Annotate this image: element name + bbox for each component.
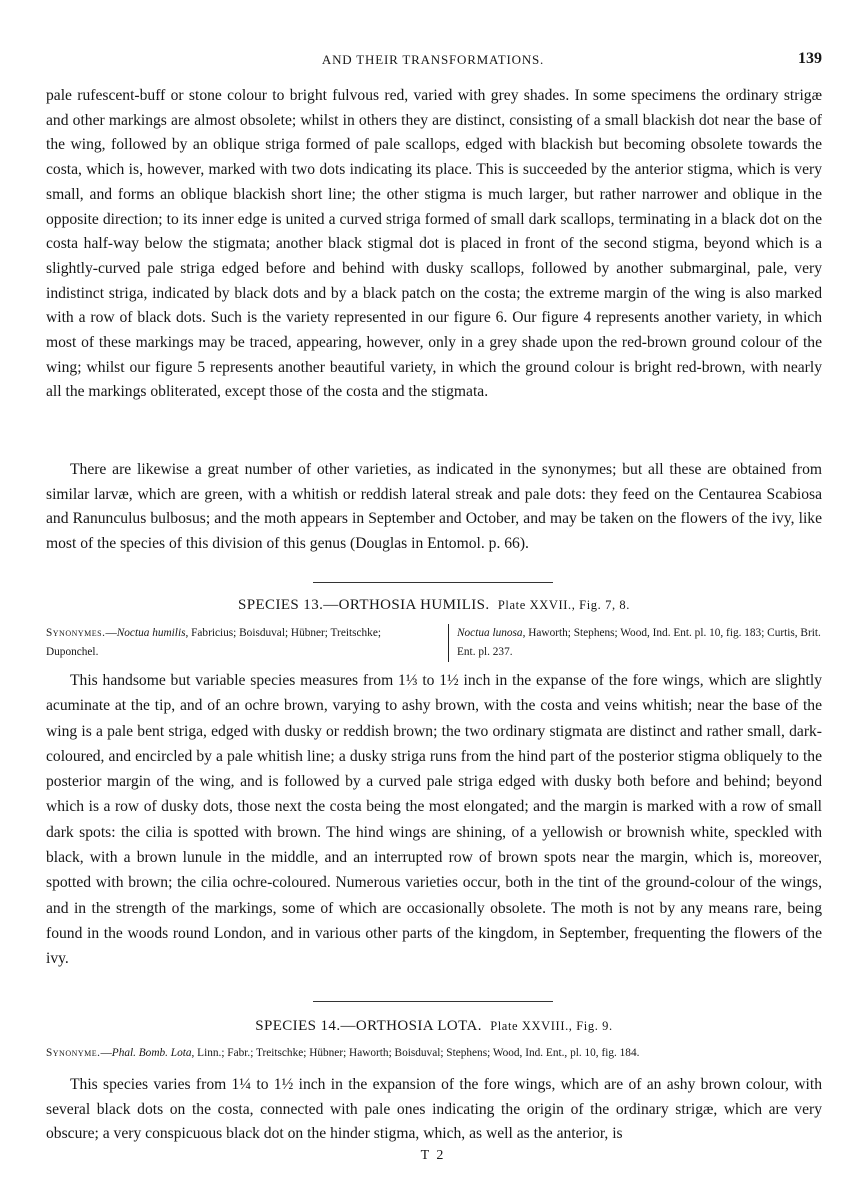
running-title: AND THEIR TRANSFORMATIONS.: [321, 52, 545, 67]
synonym-authors: , Linn.; Fabr.; Treitschke; Hübner; Haworth; Boisduval; Stephens; Wood, Ind. Ent., pl. 10, fig. 184.: [191, 1047, 640, 1059]
synonymes-label: Synonymes.: [46, 627, 106, 639]
species-14-plate-ref: Plate XXVIII., Fig. 9.: [490, 1019, 613, 1033]
species-13-description: This handsome but variable species measures from 1⅓ to 1½ inch in the expanse of the fore wings, which are slightly acuminate at the tip, and of an ochre brown, varying to ashy brown, with the costa and veins whitish; near the base of the wing is a pale bent striga, edged with dusky or reddish brown; the two ordinary stigmata are distinct and rather small, dark-coloured, and encircled by a pale whitish line; a dusky striga runs from the hind part of the posterior stigma obliquely to the posterior margin of the wing, and is followed by a curved pale striga edged with dusky both before and behind; beyond which is a row of dusky dots, those next the costa being the most elongated; and the margin is marked with a row of small dark spots: the cilia is spotted with brown. The hind wings are shining, of a yellowish or brownish white, speckled with black, with a brown lunule in the middle, and an interrupted row of brown spots near the margin, which is, moreover, spotted with brown; the cilia ochre-coloured. Numerous varieties occur, both in the tint of the ground-colour of the wings, and in the strength of the markings, some of which are occasionally obsolete. The moth is not by any means rare, being found in the woods round London, and in various other parts of the kingdom, in September, frequenting the flowers of the ivy.: [46, 672, 822, 968]
species-13-title: SPECIES 13.—ORTHOSIA HUMILIS.: [238, 597, 490, 613]
species-13-heading: [46, 597, 822, 614]
page-number: 139: [798, 50, 822, 67]
continuation-paragraph: pale rufescent-buff or stone colour to bright fulvous red, varied with grey shades. In some specimens the ordinary strigæ and other markings are almost obsolete; whilst in others they are distinct, consisting of a small blackish dot near the base of the wing, followed by an oblique striga formed of pale scallops, edged with blackish but becoming obsolete towards the costa, which is, however, marked with two dots indicating its place. This is succeeded by the anterior stigma, which is very small, and forms an oblique blackish short line; the other stigma is much larger, but rather narrower and oblique in the opposite direction; to its inner edge is united a curved striga formed of small dark scallops, terminating in a black dot on the costa half-way below the stigmata; another black stigmal dot is placed in front of the second stigma, beyond which is a slightly-curved pale striga edged before and behind with dusky scallops, followed by another submarginal, pale, very indistinct striga, indicated by black dots and by a black patch on the costa; the extreme margin of the wing is also marked with a row of black dots. Such is the variety represented in our figure 6. Our figure 4 represents another variety, in which most of these markings may be traced, appearing, however, only in a grey shade upon the red-brown ground colour of the wing; whilst our figure 5 represents another beautiful variety, in which the ground colour is bright red-brown, with nearly all the markings obliterated, except those of the costa and the stigmata.: [46, 87, 822, 401]
species-13-synonymes: [46, 624, 822, 662]
synonym-authors-right: , Haworth; Stephens; Wood, Ind. Ent. pl. 10, fig. 183; Curtis, Brit. Ent. pl. 237.: [457, 627, 821, 658]
species-14-heading: [46, 1018, 822, 1035]
synonym-name-right: Noctua lunosa: [457, 627, 523, 639]
printer-signature: T 2: [420, 1148, 446, 1163]
section-divider: [313, 1001, 553, 1002]
synonymes-left-column: Synonymes.—Noctua humilis, Fabricius; Boisduval; Hübner; Treitschke; Duponchel.: [46, 627, 381, 658]
species-14-description: This species varies from 1¼ to 1½ inch in the expansion of the fore wings, which are of an ashy brown colour, with several black dots on the costa, connected with pale ones indicating the origin of the ordinary strigæ, which are very obscure; a very conspicuous black dot on the hinder stigma, which, as well as the anterior, is: [46, 1076, 822, 1143]
running-head: [0, 50, 866, 70]
synonym-name: Phal. Bomb. Lota: [111, 1047, 192, 1059]
synonym-name-left: Noctua humilis: [116, 627, 186, 639]
synonym-authors-left: , Fabricius; Boisduval; Hübner; Treitschke; Duponchel.: [46, 627, 381, 658]
synonymes-right-column: [448, 624, 831, 662]
species-13-plate-ref: Plate XXVII., Fig. 7, 8.: [497, 598, 630, 612]
varieties-paragraph: There are likewise a great number of other varieties, as indicated in the synonymes; but all these are obtained from similar larvæ, which are green, with a whitish or reddish lateral streak and pale dots: they feed on the Centaurea Scabiosa and Ranunculus bulbosus; and the moth appears in September and October, and may be taken on the flowers of the ivy, like most of the species of this division of this genus (Douglas in Entomol. p. 66).: [46, 461, 822, 553]
synonyme-label: Synonyme.: [46, 1047, 101, 1059]
species-14-synonyme: Synonyme.—Phal. Bomb. Lota, Linn.; Fabr.; Treitschke; Hübner; Haworth; Boisduval; Stephens; Wood, Ind. Ent., pl. 10, fig. 184.: [46, 1047, 640, 1059]
section-divider: [313, 582, 553, 583]
species-14-title: SPECIES 14.—ORTHOSIA LOTA.: [255, 1018, 482, 1034]
